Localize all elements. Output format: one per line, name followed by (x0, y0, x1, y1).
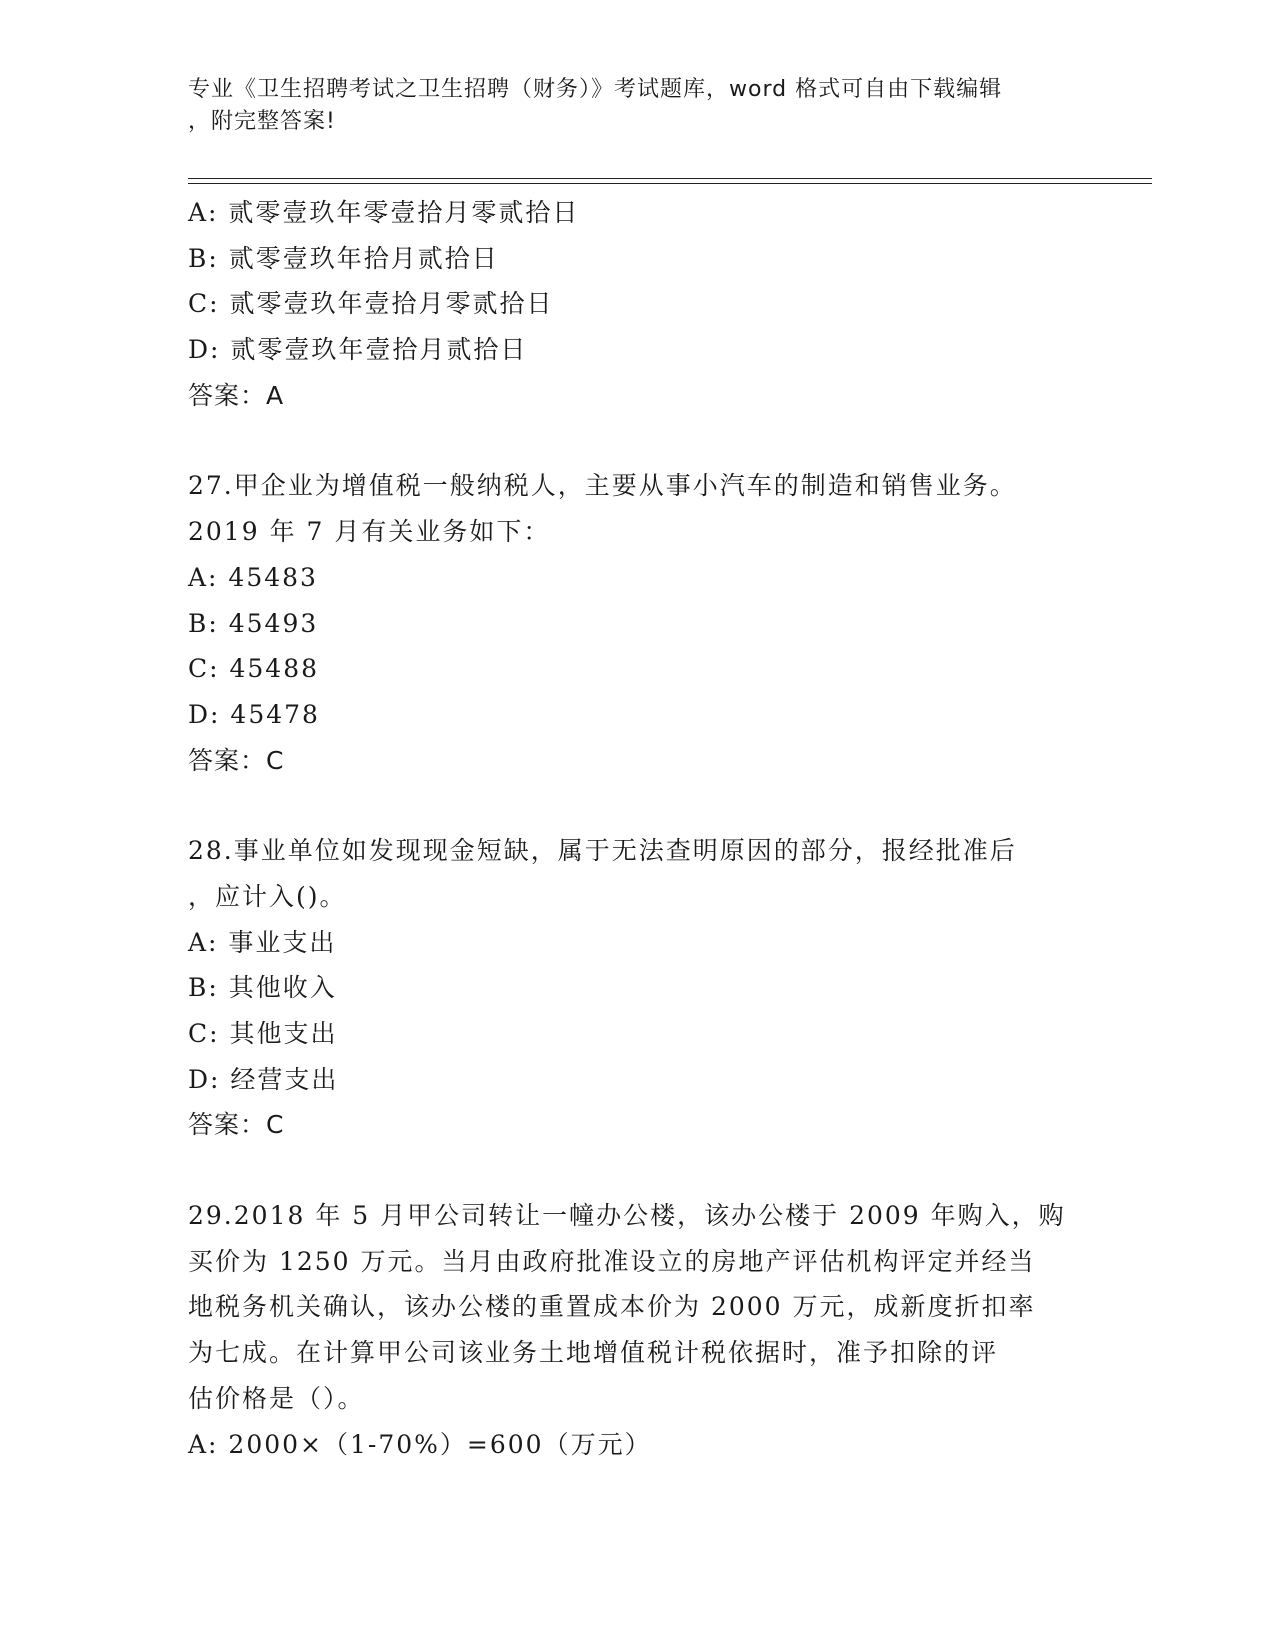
question-stem-line: 27.甲企业为增值税一般纳税人，主要从事小汽车的制造和销售业务。 (188, 471, 1017, 501)
header-line-2: ，附完整答案! (188, 109, 336, 134)
option-c: C: 45488 (188, 654, 320, 684)
question-stem-line: 28.事业单位如发现现金短缺，属于无法查明原因的部分，报经批准后 (188, 836, 1017, 866)
option-b: B: 其他收入 (188, 973, 337, 1003)
option-a: A: 事业支出 (188, 927, 337, 957)
document-header (188, 74, 1068, 138)
option-a: A: 45483 (188, 562, 318, 592)
question-29 (188, 1193, 1088, 1467)
question-27 (188, 463, 1088, 783)
option-b: B: 贰零壹玖年拾月贰拾日 (188, 243, 499, 273)
question-stem-line: ，应计入()。 (188, 881, 347, 911)
option-a: A: 2000×（1-70%）=600（万元） (188, 1429, 652, 1459)
question-stem-line: 为七成。在计算甲公司该业务土地增值税计税依据时，准予扣除的评 (188, 1338, 999, 1368)
answer: 答案：C (188, 745, 285, 775)
answer: 答案：A (188, 380, 285, 410)
question-28 (188, 828, 1088, 1148)
header-divider-top (188, 178, 1152, 179)
question-stem-line: 估价格是（）。 (188, 1383, 365, 1413)
answer: 答案：C (188, 1110, 285, 1140)
question-stem-line: 29.2018 年 5 月甲公司转让一幢办公楼，该办公楼于 2009 年购入，购 (188, 1201, 1066, 1231)
option-d: D: 经营支出 (188, 1064, 339, 1094)
header-line-1: 专业《卫生招聘考试之卫生招聘（财务）》考试题库，word 格式可自由下载编辑 (188, 77, 1003, 102)
question-26 (188, 190, 1088, 418)
question-stem-line: 买价为 1250 万元。当月由政府批准设立的房地产评估机构评定并经当 (188, 1246, 1036, 1276)
question-stem-line: 2019 年 7 月有关业务如下： (188, 517, 551, 547)
option-d: D: 45478 (188, 699, 320, 729)
option-a: A: 贰零壹玖年零壹拾月零贰拾日 (188, 198, 580, 227)
option-b: B: 45493 (188, 608, 319, 638)
header-divider-bottom (188, 183, 1152, 184)
option-d: D: 贰零壹玖年壹拾月贰拾日 (188, 335, 528, 365)
option-c: C: 贰零壹玖年壹拾月零贰拾日 (188, 289, 554, 319)
question-content (188, 190, 1088, 1467)
option-c: C: 其他支出 (188, 1019, 338, 1048)
question-stem-line: 地税务机关确认，该办公楼的重置成本价为 2000 万元，成新度折扣率 (188, 1292, 1036, 1322)
